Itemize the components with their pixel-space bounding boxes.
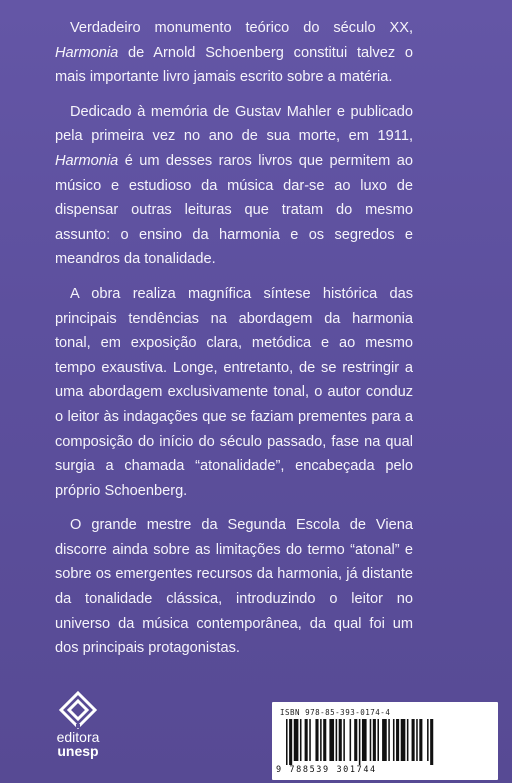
barcode-bar xyxy=(362,719,367,761)
barcode-bar xyxy=(393,719,395,761)
barcode-bar xyxy=(336,719,338,761)
isbn-label: ISBN 978-85-393-0174-4 xyxy=(280,708,391,717)
barcode-bar xyxy=(419,719,422,761)
barcode-bar xyxy=(320,719,322,761)
publisher-name-line1: editora xyxy=(56,729,100,745)
paragraph-2 xyxy=(55,100,413,272)
barcode-bar xyxy=(343,719,345,761)
book-title-italic: Harmonia xyxy=(55,44,119,61)
book-title-italic: Harmonia xyxy=(55,152,119,169)
barcode-bar xyxy=(286,719,288,765)
barcode-bar xyxy=(305,719,308,761)
barcode-panel xyxy=(272,702,498,780)
paragraph-3: A obra realiza magnífica síntese histórica das principais tendências na abordagem da harmonia tonal, em exposição clara, metódica e ao mesmo tempo exaustiva. Longe, entretanto, de se restringir a uma abordagem exclusivamente tonal, o autor conduz o leitor às indagações que se faziam prementes para a composição do início do século passado, fase na qual surgia a chamada “atonalidade”, encabeçada pelo próprio Schoenberg. xyxy=(55,285,413,499)
paragraph-4: O grande mestre da Segunda Escola de Viena discorre ainda sobre as limitações do termo “atonal” e sobre os emergentes recursos da harmonia, já distante da tonalidade clássica, introduzindo o leitor no universo da música contemporânea, da qual foi um dos principais protagonistas. xyxy=(55,517,413,657)
barcode-bar xyxy=(416,719,418,761)
barcode-bar xyxy=(309,719,311,761)
unesp-logo-icon xyxy=(58,690,98,730)
barcode-bar xyxy=(396,719,399,761)
barcode-bar xyxy=(430,719,433,765)
barcode-bar xyxy=(382,719,387,761)
p2-text-a: Dedicado à memória de Gustav Mahler e publicado pela primeira vez no ano de sua morte, em 1911, xyxy=(55,103,413,145)
barcode-bar xyxy=(388,719,390,761)
back-cover-text xyxy=(55,16,413,671)
p1-text-b: de Arnold Schoenberg constitui talvez o mais importante livro jamais escrito sobre a matéria. xyxy=(55,44,413,86)
barcode-bar xyxy=(323,719,326,761)
barcode-bar xyxy=(373,719,376,761)
barcode-bar xyxy=(370,719,372,761)
barcode-bar xyxy=(401,719,406,761)
barcode-bars xyxy=(286,719,482,765)
barcode-bar xyxy=(329,719,334,761)
publisher-logo xyxy=(42,690,114,778)
barcode-bar xyxy=(427,719,429,761)
barcode-digits: 9 788539 301744 xyxy=(276,765,377,775)
barcode-bar xyxy=(300,719,302,761)
barcode-bar xyxy=(412,719,415,761)
barcode-bar xyxy=(407,719,409,761)
p1-text-a: Verdadeiro monumento teórico do século XX, xyxy=(70,20,413,36)
barcode-bar xyxy=(377,719,379,761)
barcode-bar xyxy=(294,719,299,761)
barcode-bar xyxy=(354,719,357,761)
barcode-bar xyxy=(315,719,318,761)
paragraph-1 xyxy=(55,16,413,90)
publisher-name-line2: unesp xyxy=(57,743,99,759)
barcode-bar xyxy=(350,719,352,761)
p2-text-b: é um desses raros livros que permitem ao músico e estudioso da música dar-se ao luxo de dispensar outras leituras que tratam do mesmo assunto: o ensino da harmonia e os segredos e meandros da tonalidade. xyxy=(55,152,413,268)
barcode-bar xyxy=(339,719,342,761)
barcode-bar xyxy=(289,719,292,765)
barcode-bar xyxy=(359,719,361,765)
